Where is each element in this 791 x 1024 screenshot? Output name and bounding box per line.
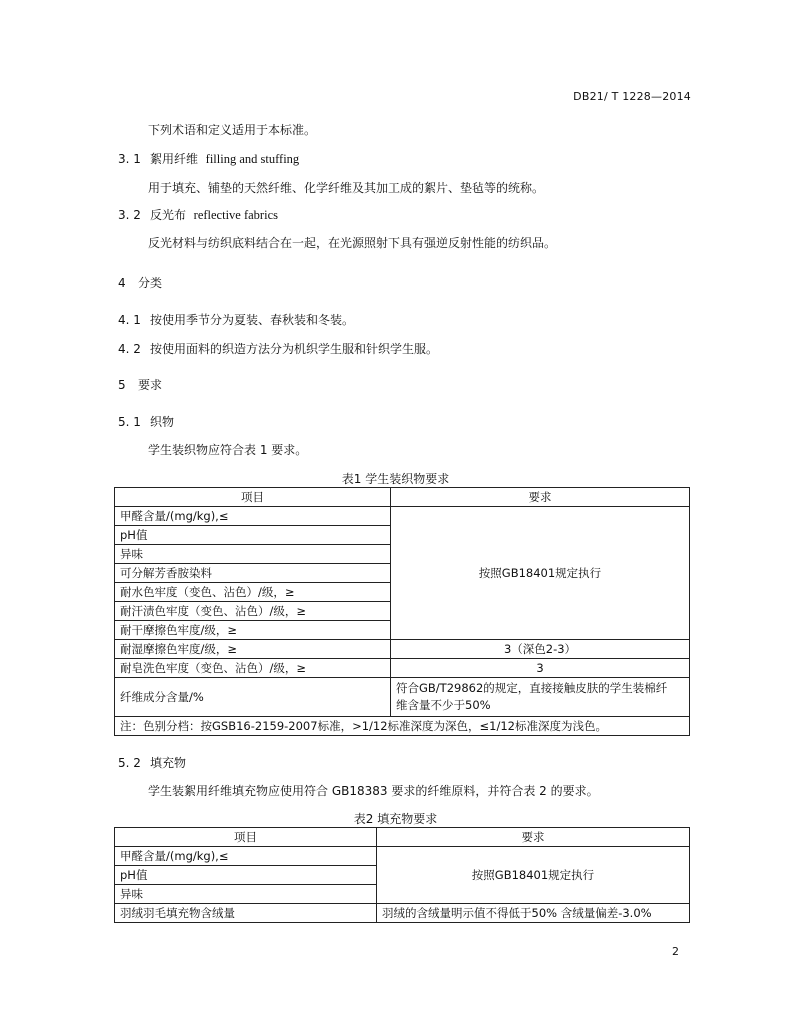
table1 bbox=[114, 487, 690, 736]
clause-5-2-heading bbox=[118, 755, 186, 771]
item-cell: 异味 bbox=[115, 545, 391, 564]
table-row bbox=[115, 659, 690, 678]
header-item: 项目 bbox=[115, 488, 391, 507]
clause-number: 3. 1 bbox=[118, 152, 141, 166]
clause-5-2-text: 学生装絮用纤维填充物应使用符合 GB18383 要求的纤维原料，并符合表 2 的要求。 bbox=[148, 784, 599, 798]
clause-text: 按使用面料的织造方法分为机织学生服和针织学生服。 bbox=[150, 342, 439, 356]
section-number: 4 bbox=[118, 276, 126, 290]
item-cell: 耐湿摩擦色牢度/级，≥ bbox=[115, 640, 391, 659]
clause-number: 3. 2 bbox=[118, 208, 141, 222]
table-row bbox=[115, 904, 690, 923]
table-header-row bbox=[115, 488, 690, 507]
requirement-cell: 羽绒的含绒量明示值不得低于50% 含绒量偏差-3.0% bbox=[377, 904, 690, 923]
term-3-1-definition: 用于填充、铺垫的天然纤维、化学纤维及其加工成的絮片、垫毡等的统称。 bbox=[148, 181, 545, 195]
term-en: reflective fabrics bbox=[193, 208, 278, 222]
requirement-cell: 3 bbox=[391, 659, 690, 678]
term-en: filling and stuffing bbox=[205, 152, 300, 166]
item-cell: 耐汗渍色牢度（变色、沾色）/级，≥ bbox=[115, 602, 391, 621]
header-item: 项目 bbox=[115, 828, 377, 847]
item-cell: 耐皂洗色牢度（变色、沾色）/级，≥ bbox=[115, 659, 391, 678]
clause-4-1 bbox=[118, 312, 354, 328]
table-row bbox=[115, 847, 690, 866]
table-note-row bbox=[115, 717, 690, 736]
table2 bbox=[114, 827, 690, 923]
clause-number: 5. 1 bbox=[118, 415, 141, 429]
table2-caption: 表2 填充物要求 bbox=[353, 812, 438, 826]
term-3-1-heading bbox=[118, 151, 299, 167]
item-cell: 纤维成分含量/% bbox=[115, 678, 391, 717]
intro-paragraph: 下列术语和定义适用于本标准。 bbox=[148, 123, 317, 137]
header-requirement: 要求 bbox=[377, 828, 690, 847]
item-cell: 耐干摩擦色牢度/级，≥ bbox=[115, 621, 391, 640]
clause-text: 按使用季节分为夏装、春秋装和冬装。 bbox=[150, 313, 355, 327]
table-header-row bbox=[115, 828, 690, 847]
item-cell: 甲醛含量/(mg/kg),≤ bbox=[115, 847, 377, 866]
item-cell: 耐水色牢度（变色、沾色）/级，≥ bbox=[115, 583, 391, 602]
standard-code: DB21/ T 1228—2014 bbox=[573, 90, 691, 103]
requirement-line: 维含量不少于50% bbox=[396, 698, 491, 712]
section-title: 要求 bbox=[138, 378, 163, 392]
section-title: 分类 bbox=[138, 276, 163, 290]
item-cell: 羽绒羽毛填充物含绒量 bbox=[115, 904, 377, 923]
clause-5-1-heading bbox=[118, 414, 174, 430]
clause-number: 5. 2 bbox=[118, 756, 141, 770]
item-cell: pH值 bbox=[115, 526, 391, 545]
item-cell: 异味 bbox=[115, 885, 377, 904]
clause-title: 织物 bbox=[150, 415, 175, 429]
section-5-heading bbox=[118, 377, 162, 393]
requirement-line: 符合GB/T29862的规定，直接接触皮肤的学生装棉纤 bbox=[396, 681, 668, 695]
section-4-heading bbox=[118, 275, 162, 291]
clause-number: 4. 1 bbox=[118, 313, 141, 327]
page-number: 2 bbox=[672, 945, 679, 958]
item-cell: 甲醛含量/(mg/kg),≤ bbox=[115, 507, 391, 526]
requirement-cell bbox=[391, 678, 690, 717]
table-row bbox=[115, 678, 690, 717]
requirement-merged-cell: 按照GB18401规定执行 bbox=[391, 507, 690, 640]
table-note: 注：色别分档：按GSB16-2159-2007标准，>1/12标准深度为深色，≤1/12标准深度为浅色。 bbox=[115, 717, 690, 736]
clause-5-1-text: 学生装织物应符合表 1 要求。 bbox=[148, 443, 308, 457]
requirement-cell: 3（深色2-3） bbox=[391, 640, 690, 659]
term-cn: 絮用纤维 bbox=[150, 152, 199, 166]
table-row bbox=[115, 507, 690, 526]
item-cell: 可分解芳香胺染料 bbox=[115, 564, 391, 583]
term-3-2-heading bbox=[118, 207, 278, 223]
clause-number: 4. 2 bbox=[118, 342, 141, 356]
requirement-merged-cell: 按照GB18401规定执行 bbox=[377, 847, 690, 904]
term-3-2-definition: 反光材料与纺织底料结合在一起，在光源照射下具有强逆反射性能的纺织品。 bbox=[148, 236, 557, 250]
clause-title: 填充物 bbox=[150, 756, 187, 770]
clause-4-2 bbox=[118, 341, 438, 357]
table1-caption: 表1 学生装织物要求 bbox=[341, 472, 450, 486]
term-cn: 反光布 bbox=[150, 208, 187, 222]
header-requirement: 要求 bbox=[391, 488, 690, 507]
table-row bbox=[115, 640, 690, 659]
section-number: 5 bbox=[118, 378, 126, 392]
item-cell: pH值 bbox=[115, 866, 377, 885]
